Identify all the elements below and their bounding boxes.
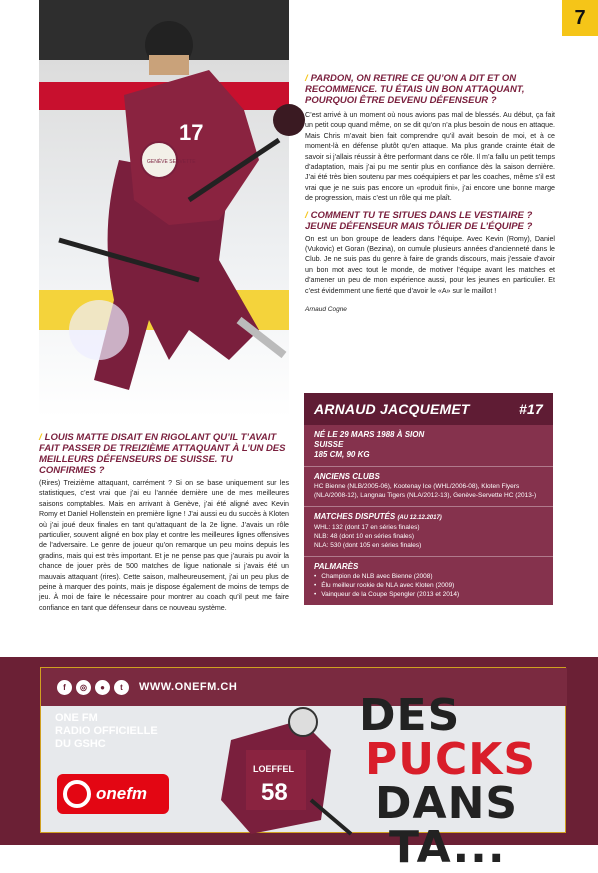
palmares-item: • Champion de NLB avec Bienne (2008) (314, 572, 543, 581)
player-photo (39, 0, 289, 418)
slogan-line: TA... (389, 822, 506, 873)
ad-banner-inner[interactable] (40, 667, 566, 873)
right-column (305, 73, 555, 313)
radio-name: ONE FM (55, 712, 98, 724)
answer-2: On est un bon groupe de leaders dans l’équipe. Avec Kevin (Romy), Daniel (Vukovic) et Goran (Bezina), on cumule plusieurs années d’ancienneté dans le Club. Je ne suis pas du genre à faire de grands discours, mais j’essaie d’avoir un bon mot avec tout le monde, de motiver l’équipe avant les matches et d’amener un peu de mon expérience aussi, pour les jeunes en particulier. Et c’est évidemment une fierté que d’avoir le «A» sur le maillot ! (305, 234, 555, 295)
player-number: #17 (519, 401, 543, 417)
bio-section (304, 425, 553, 466)
matches-title (314, 512, 543, 523)
question-2 (305, 210, 555, 232)
card-header (304, 393, 553, 425)
radio-tagline-2: DU GSHC (55, 738, 106, 750)
matches-title-text: MATCHES DISPUTÉS (314, 512, 396, 521)
palmares-title: PALMARÈS (314, 562, 359, 571)
palmares-section (304, 556, 553, 605)
palmares-item: • Élu meilleur rookie de NLA avec Kloten (2009) (314, 581, 543, 590)
page-number: 7 (562, 0, 598, 36)
twitter-icon[interactable]: t (114, 680, 129, 695)
author-signature: Arnaud Cogne (305, 306, 347, 314)
slogan-line: PUCKS (365, 734, 537, 785)
bio-line: NÉ LE 29 MARS 1988 À SION (314, 430, 425, 439)
matches-date: (AU 12.12.2017) (397, 515, 442, 521)
left-column (39, 432, 289, 613)
player-name: ARNAUD JACQUEMET (314, 401, 470, 417)
instagram-icon[interactable]: ◎ (76, 680, 91, 695)
bio-line: 185 CM, 90 KG (314, 450, 370, 459)
answer-1: C’est arrivé à un moment où nous avions pas mal de blessés. Au début, ça fait un petit coup quand même, on se dit qu’on n’a plus besoin de nous en attaque. Mais Chris m’avait bien fait comprendre qu’il avait besoin de moi, et à ce moment-là en défense plutôt qu’en attaque. Ma plus grande crainte était de savoir si j’allais réussir à être performant dans ce rôle. Il m’a fallu un petit temps d’adaptation, mais j’ai pu me sentir plus en confiance dès la saison dernière. J’ai été très bien soutenu par mes coéquipiers et par les coaches, même s’il est vrai que je ne suis pas encore un «produit fini», j’ai encore une bonne marge de progression, mais c’est un rôle qui me plaît. (305, 111, 555, 203)
logo-wordmark: onefm (96, 784, 147, 803)
player-card (304, 393, 553, 605)
question-1 (305, 73, 555, 106)
banner-player (191, 710, 351, 834)
question-3-text: LOUIS MATTE DISAIT EN RIGOLANT QU’IL T’AVAIT FAIT PASSER DE TREIZIÈME ATTAQUANT À L’UN DES MEILLEURS DÉFENSEURS DE SUISSE. TU CONFIRMES ? (39, 432, 286, 476)
radio-tagline-1: RADIO OFFICIELLE (55, 725, 158, 737)
ad-banner (0, 657, 598, 873)
slogan (359, 690, 537, 873)
question-1-text: PARDON, ON RETIRE CE QU’ON A DIT ET ON RECOMMENCE. TU ÉTAIS UN BON ATTAQUANT, POURQUOI ÊTRE DEVENU DÉFENSEUR ? (305, 73, 525, 106)
question-3 (39, 432, 289, 476)
banner-jersey-number: 58 (261, 779, 288, 806)
answer-3: (Rires) Treizième attaquant, carrément ? Si on se base uniquement sur les statistiques, c’est vrai que j’ai eu l’année dernière une de mes meilleures saisons comptables. Mais en arrivant à Genève, j’ai été aligné avec Kevin Romy et Daniel Hollenstein en première ligne ! J’ai aussi eu du succès à Kloten où j’ai joué deux finales en tant qu’attaquant de la 2e ligne. J’avais un rôle particulier, souvent aligné en box play et contre les meilleures lignes offensives de l’adversaire. Le genre de joueur qu’on remarque un peu moins depuis les gradins, mais qui est très important. Et je ne pense pas que j’aurais pu avoir la chance de jouer près de 500 matches de ligue nationale si j’avais été un mauvais attaquant (rires). Cette saison, malheureusement, j’ai un peu plus de peine à marquer des points, mais je dispose également de moins de temps de jeu. À moi de faire le nécessaire pour montrer au coach qu’il peut me faire confiance en tant que défenseur dans ce nouveau système. (39, 479, 289, 612)
photo-jersey-number: 17 (179, 120, 204, 145)
clubs-text: HC Bienne (NLB/2005-06), Kootenay Ice (WHL/2006-08), Kloten Flyers (NLA/2008-12), Langnau Tigers (NLA/2012-13), Genève-Servette HC (2013-) (314, 483, 537, 499)
palmares-item: • Vainqueur de la Coupe Spengler (2013 et 2014) (314, 590, 543, 599)
match-line: NLA: 530 (dont 105 en séries finales) (314, 542, 422, 549)
slash-icon: / (305, 209, 308, 221)
matches-section (304, 506, 553, 556)
match-line: WHL: 132 (dont 17 en séries finales) (314, 524, 420, 531)
onefm-logo (57, 774, 169, 814)
site-link[interactable]: WWW.ONEFM.CH (139, 681, 238, 693)
slogan-line: DANS (375, 778, 519, 829)
bio-line: SUISSE (314, 440, 344, 449)
match-line: NLB: 48 (dont 10 en séries finales) (314, 533, 415, 540)
photo-badge: GENÈVE SERVETTE (147, 159, 196, 165)
question-2-text: COMMENT TU TE SITUES DANS LE VESTIAIRE ? JEUNE DÉFENSEUR MAIS TÔLIER DE L’ÉQUIPE ? (305, 209, 533, 232)
slogan-line: DES (359, 690, 461, 741)
clubs-title: ANCIENS CLUBS (314, 472, 380, 481)
facebook-icon[interactable]: f (57, 680, 72, 695)
banner-jersey-name: LOEFFEL (253, 764, 294, 774)
radio-label (55, 712, 158, 751)
slash-icon: / (305, 73, 308, 84)
social-icons (57, 680, 129, 695)
clubs-section (304, 466, 553, 506)
slash-icon: / (39, 432, 42, 443)
snapchat-icon[interactable]: ● (95, 680, 110, 695)
logo-ring-icon (63, 780, 91, 808)
